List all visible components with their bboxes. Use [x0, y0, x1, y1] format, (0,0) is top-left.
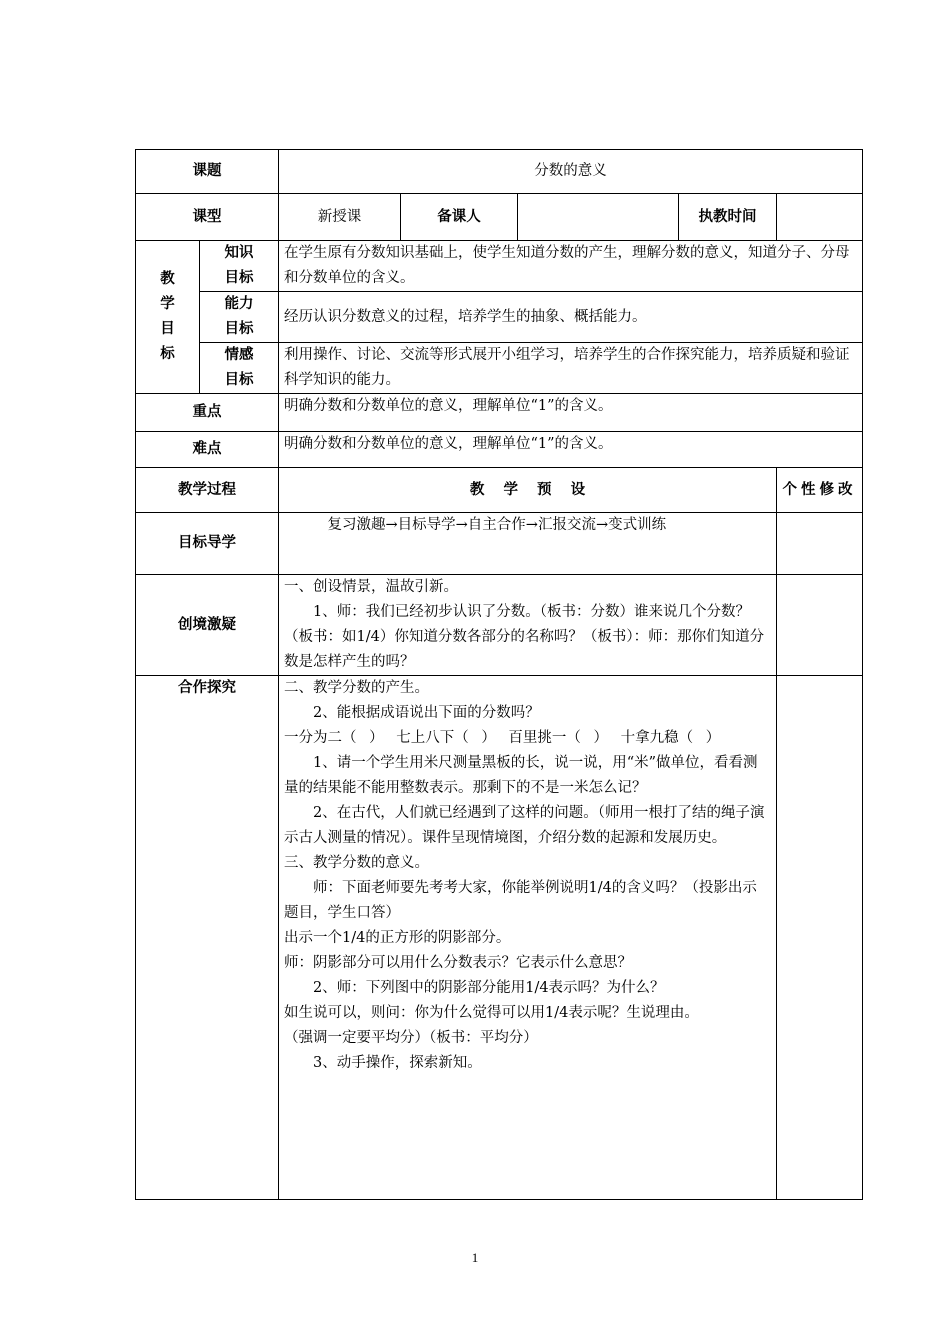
- key-point-label: 重点: [136, 394, 279, 432]
- preparer-label: 备课人: [401, 194, 518, 241]
- scenario-revision-cell: [777, 575, 863, 676]
- explore-line: 1、请一个学生用米尺测量黑板的长，说一说，用“米”做单位，看看测量的结果能不能用整数表示。那剩下的不是一米怎么记？: [284, 755, 758, 796]
- preparer-value: [518, 194, 679, 241]
- type-row: [136, 194, 863, 241]
- goals-char-1: 教: [160, 271, 175, 287]
- topic-row: [136, 150, 863, 194]
- explore-row: [136, 676, 863, 1200]
- knowledge-goal-text: 在学生原有分数知识基础上，使学生知道分数的产生，理解分数的意义，知道分子、分母和分数单位的含义。: [279, 241, 863, 292]
- knowledge-goal-row: [136, 241, 863, 292]
- difficulty-row: [136, 432, 863, 468]
- lesson-plan-document: [135, 149, 862, 1200]
- explore-revision-cell: [777, 676, 863, 1200]
- time-label: 执教时间: [679, 194, 777, 241]
- process-header-row: [136, 468, 863, 513]
- scenario-line: 1、师：我们已经初步认识了分数。（板书：分数）谁来说几个分数？（板书：如1/4）你知道分数各部分的名称吗？（板书）：师：那你们知道分数是怎样产生的吗？: [284, 604, 765, 670]
- lesson-plan-table: [135, 149, 863, 1200]
- goals-char-2: 学: [160, 296, 175, 312]
- goals-char-3: 目: [160, 321, 175, 337]
- explore-line: 出示一个1/4的正方形的阴影部分。: [284, 930, 511, 946]
- guide-row: [136, 513, 863, 575]
- type-value: 新授课: [279, 194, 401, 241]
- difficulty-text: 明确分数和分数单位的意义，理解单位“1”的含义。: [279, 432, 863, 468]
- topic-value: 分数的意义: [279, 150, 863, 194]
- plan-col-header: 教 学 预 设: [279, 468, 777, 513]
- emotion-goal-row: [136, 343, 863, 394]
- type-label: 课型: [136, 194, 279, 241]
- goals-group-label: [136, 241, 200, 394]
- explore-line: 2、师：下列图中的阴影部分能用1/4表示吗？为什么？: [313, 980, 665, 996]
- explore-line: 三、教学分数的意义。: [284, 855, 429, 871]
- explore-line: 二、教学分数的产生。: [284, 680, 429, 696]
- emotion-goal-text: 利用操作、讨论、交流等形式展开小组学习，培养学生的合作探究能力，培养质疑和验证科学知识的能力。: [279, 343, 863, 394]
- explore-line: 2、能根据成语说出下面的分数吗？: [313, 705, 540, 721]
- knowledge-goal-label: 知识目标: [200, 241, 279, 292]
- topic-label: 课题: [136, 150, 279, 194]
- explore-line: 2、在古代，人们就已经遇到了这样的问题。（师用一根打了结的绳子演示古人测量的情况）。课件呈现情境图，介绍分数的起源和发展历史。: [284, 805, 765, 846]
- key-point-row: [136, 394, 863, 432]
- ability-goal-label: 能力目标: [200, 292, 279, 343]
- revision-col-header: 个性修改: [777, 468, 863, 513]
- time-value: [777, 194, 863, 241]
- ability-goal-row: [136, 292, 863, 343]
- explore-line: 3、动手操作，探索新知。: [313, 1055, 482, 1071]
- page-number: 1: [471, 1250, 479, 1265]
- guide-label: 目标导学: [136, 513, 279, 575]
- explore-line: （强调一定要平均分）（板书：平均分）: [284, 1030, 538, 1046]
- explore-label: 合作探究: [136, 676, 279, 1200]
- scenario-label: 创境激疑: [136, 575, 279, 676]
- process-col-header: 教学过程: [136, 468, 279, 513]
- guide-text: 复习激趣→目标导学→自主合作→汇报交流→变式训练: [279, 513, 777, 575]
- explore-line: 师：阴影部分可以用什么分数表示？它表示什么意思？: [284, 955, 632, 971]
- scenario-content: [279, 575, 777, 676]
- explore-content: [279, 676, 777, 1200]
- explore-line: 师：下面老师要先考考大家，你能举例说明1/4的含义吗？（投影出示题目，学生口答）: [284, 880, 757, 921]
- goals-char-4: 标: [160, 346, 175, 362]
- scenario-row: [136, 575, 863, 676]
- scenario-line: 一、创设情景，温故引新。: [284, 579, 458, 595]
- explore-line: 一分为二（ ） 七上八下（ ） 百里挑一（ ） 十拿九稳（ ）: [284, 730, 721, 746]
- ability-goal-text: 经历认识分数意义的过程，培养学生的抽象、概括能力。: [279, 292, 863, 343]
- guide-revision-cell: [777, 513, 863, 575]
- explore-line: 如生说可以，则问：你为什么觉得可以用1/4表示呢？生说理由。: [284, 1005, 699, 1021]
- emotion-goal-label: 情感目标: [200, 343, 279, 394]
- difficulty-label: 难点: [136, 432, 279, 468]
- key-point-text: 明确分数和分数单位的意义，理解单位“1”的含义。: [279, 394, 863, 432]
